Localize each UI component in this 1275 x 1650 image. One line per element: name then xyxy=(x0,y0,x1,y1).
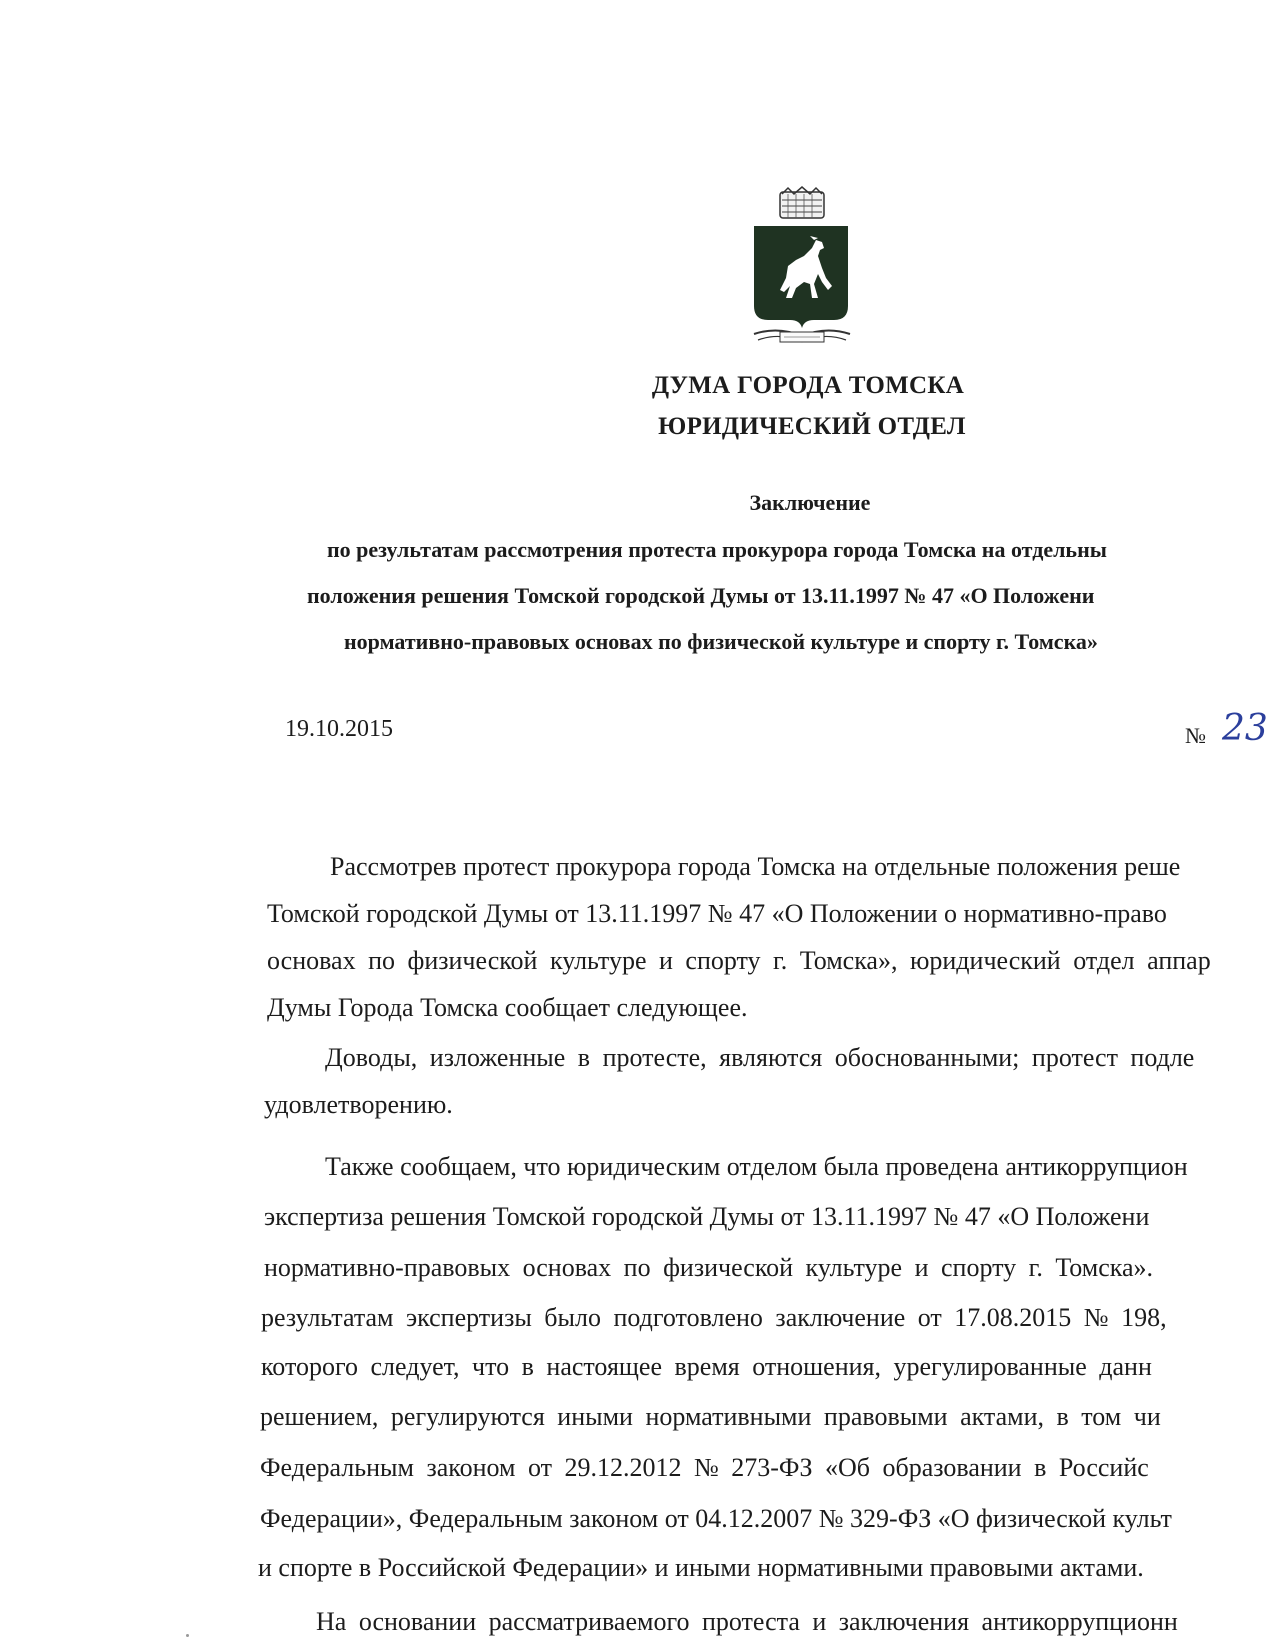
department-name: ЮРИДИЧЕСКИЙ ОТДЕЛ xyxy=(658,413,966,440)
body-text-line: Рассмотрев протест прокурора города Томска на отдельные положения реше xyxy=(330,852,1181,881)
body-text-line: которого следует, что в настоящее время отношения, урегулированные данн xyxy=(261,1352,1152,1381)
document-subject-line: нормативно-правовых основах по физической культуре и спорту г. Томска» xyxy=(344,629,1098,654)
body-text-line: Думы Города Томска сообщает следующее. xyxy=(267,993,748,1022)
coat-of-arms-icon xyxy=(748,186,856,356)
body-text-line: решением, регулируются иными нормативными правовыми актами, в том чи xyxy=(260,1402,1161,1431)
body-text-line: удовлетворению. xyxy=(264,1090,453,1119)
body-text-line: и спорте в Российской Федерации» и иными нормативными правовыми актами. xyxy=(258,1553,1144,1582)
document-date: 19.10.2015 xyxy=(285,716,393,742)
body-text-line: нормативно-правовых основах по физической культуре и спорту г. Томска». xyxy=(264,1253,1154,1282)
body-text-line: Томской городской Думы от 13.11.1997 № 47 «О Положении о нормативно-право xyxy=(267,899,1167,928)
handwritten-document-number: 23 xyxy=(1222,708,1268,749)
organization-name: ДУМА ГОРОДА ТОМСКА xyxy=(651,372,965,399)
body-text-line: экспертиза решения Томской городской Думы от 13.11.1997 № 47 «О Положени xyxy=(264,1202,1150,1231)
document-number-label: № xyxy=(1185,723,1206,748)
document-subject-line: положения решения Томской городской Думы от 13.11.1997 № 47 «О Положени xyxy=(307,583,1095,608)
body-text-line: Федерации», Федеральным законом от 04.12.2007 № 329-ФЗ «О физической культ xyxy=(260,1504,1172,1533)
body-text-line: результатам экспертизы было подготовлено заключение от 17.08.2015 № 198, xyxy=(261,1303,1167,1332)
body-text-line: На основании рассматриваемого протеста и заключения антикоррупционн xyxy=(316,1607,1178,1636)
document-title: Заключение xyxy=(749,490,871,515)
document-subject-line: по результатам рассмотрения протеста прокурора города Томска на отдельны xyxy=(327,537,1107,562)
scan-speck xyxy=(186,1634,189,1637)
body-text-line: Доводы, изложенные в протесте, являются обоснованными; протест подле xyxy=(325,1043,1195,1072)
body-text-line: Федеральным законом от 29.12.2012 № 273-ФЗ «Об образовании в Российс xyxy=(260,1453,1149,1482)
body-text-line: основах по физической культуре и спорту г. Томска», юридический отдел аппар xyxy=(267,946,1211,975)
body-text-line: Также сообщаем, что юридическим отделом была проведена антикоррупцион xyxy=(325,1152,1188,1181)
